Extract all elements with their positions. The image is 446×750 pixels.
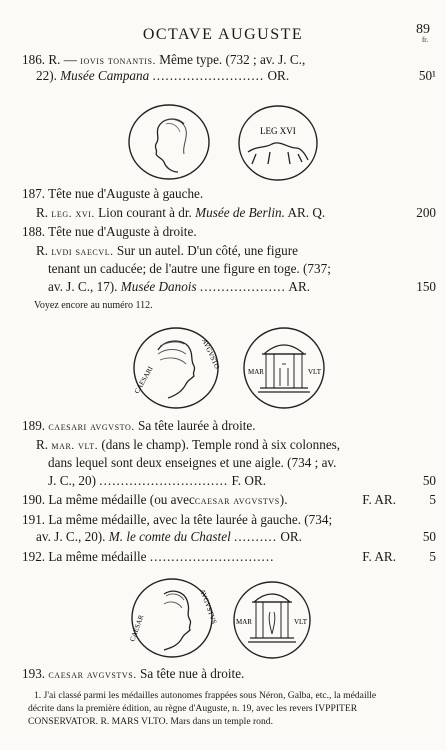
entry-187-line-2 [36,205,436,222]
coin-legend: lvdi saecvl. [51,246,114,258]
entry-188-line-2 [36,243,298,260]
price: 200 [416,205,436,220]
entry-number: 189. [22,418,46,433]
metal: AR. Q. [287,205,326,220]
reverse-marker: R. — [48,52,77,67]
entry-191-line-1: 191. La même médaille, avec la tête laurée à gauche. (734; [22,512,333,527]
museum-name: Musée Campana [60,68,150,83]
see-also-note: Voyez encore au numéro 112. [34,300,153,311]
price: 5 [429,492,436,507]
footnote-line-1: 1. J'ai classé parmi les médailles autonomes frappées sous Néron, Galba, etc., la médaille [34,690,377,701]
coin-legend: leg. xvi. [51,208,95,220]
leader-dots: .............................. [99,473,229,488]
metal: F. AR. [362,492,396,507]
coin-legend-text: CAESARI [132,365,155,395]
metal: OR. [280,529,302,544]
page-number-value: 89 [416,22,430,37]
entry-190-line-1 [22,492,436,509]
reverse-marker: R. [36,205,49,220]
entry-text: Sa tête laurée à droite. [138,418,256,433]
reverse-marker: R. [36,437,49,452]
museum-name: Musée de Berlin. [195,205,285,220]
coin-legend-text: AVGVSTO [200,337,222,371]
page-number [416,24,430,46]
coin-189-obverse [130,324,226,414]
price: 150 [416,279,436,294]
entry-189-line-4 [48,473,436,489]
coin-legend-text: MAR [248,368,264,376]
coin-193-obverse [128,576,220,662]
coin-legend-text: LEG XVI [260,126,296,136]
coin-legend-text: AVGVSTVS [198,587,219,625]
entry-text: 190. La même médaille (ou avec [22,492,195,507]
entry-192-line-1 [22,549,436,565]
coin-legend-text: CAESAR [128,613,146,643]
entry-text: J. C., 20) [48,473,96,488]
entry-text: Lion courant à dr. [98,205,192,220]
entry-text: Même type. (732 ; av. J. C., [159,52,306,67]
page-header-title: OCTAVE AUGUSTE [142,26,304,43]
metal: F. OR. [231,473,266,488]
entry-text: Sa tête nue à droite. [139,666,245,681]
collection-name: M. le comte du Chastel [108,529,231,544]
page-unit: fr. [421,36,428,44]
entry-186-line-1 [22,52,305,69]
coin-legend-text: MAR [236,618,252,626]
leader-dots: .................... [199,279,286,294]
coin-legend: caesar avgvstvs [194,495,280,507]
coin-186-obverse [126,102,216,182]
entry-189-line-2 [36,437,340,454]
entry-189-line-3: dans lequel sont deux enseignes et une aigle. (734 ; av. [48,455,337,470]
coin-legend: caesar avgvstvs. [48,669,137,681]
metal: OR. [267,68,290,83]
entry-188-line-3: tenant un caducée; de l'autre une figure en toge. (737; [48,261,331,276]
entry-186-line-2 [36,68,436,84]
coin-legend: caesari avgvsto. [48,421,135,433]
price: 5 [429,549,436,564]
reverse-marker: R. [36,243,49,258]
entry-text: av. J. C., 17). [48,279,118,294]
entry-187-line-1: 187. Tête nue d'Auguste à gauche. [22,186,204,201]
coin-186-reverse [236,104,322,184]
metal: F. AR. [362,549,396,564]
price: 50 [422,529,436,544]
entry-189-line-1 [22,418,256,435]
coin-legend: mar. vlt. [51,440,99,452]
entry-text: 192. La même médaille [22,549,147,564]
footnote-line-2: décrite dans la première édition, au règne d'Auguste, n. 19, avec les revers IVPPITER [28,703,358,714]
coin-193-reverse [230,578,314,662]
coin-189-reverse [240,324,330,414]
coin-legend: iovis tonantis. [80,55,156,67]
entry-number: 193. [22,666,46,681]
entry-191-line-2 [36,529,436,545]
entry-text: (dans le champ). Temple rond à six colonnes, [101,437,341,452]
entry-188-line-1: 188. Tête nue d'Auguste à droite. [22,224,197,239]
entry-number: 186. [22,52,46,67]
entry-193-line-1 [22,666,244,683]
leader-dots: .......... [234,529,278,544]
price: 50 [422,473,436,488]
entry-text: Sur un autel. D'un côté, une figure [116,243,298,258]
footnote-line-3: CONSERVATOR. R. MARS VLTO. Mars dans un temple rond. [28,716,273,727]
entry-text: av. J. C., 20). [36,529,106,544]
leader-dots: ............................. [149,549,275,564]
price: 50¹ [418,68,436,83]
coin-legend-text: VLT [308,368,321,376]
entry-text: ). [279,492,288,507]
entry-text: 22). [36,68,57,83]
entry-188-line-4 [48,279,436,295]
metal: AR. [288,279,311,294]
museum-name: Musée Danois [120,279,197,294]
leader-dots: .......................... [152,68,265,83]
coin-legend-text: VLT [294,618,307,626]
